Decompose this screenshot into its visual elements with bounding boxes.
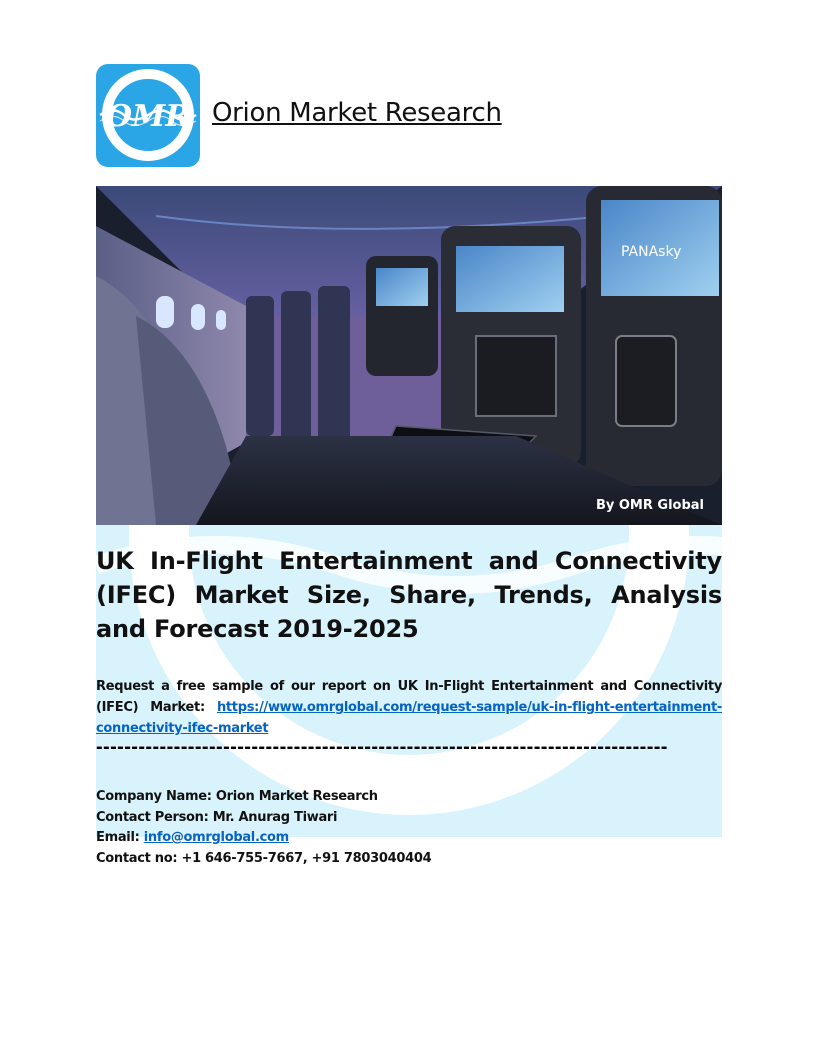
company-label: Company Name: <box>96 789 216 804</box>
request-sample-link[interactable]: https://www.omrglobal.com/request-sample/uk-in-flight-entertainment-connectivity-ifec-market <box>96 700 722 736</box>
person-label: Contact Person: <box>96 809 213 825</box>
person-value: Mr. Anurag Tiwari <box>212 809 338 825</box>
screen-brand: PANAsky <box>621 244 682 260</box>
omr-logo <box>96 64 200 167</box>
email-row <box>96 828 722 849</box>
image-caption: By OMR Global <box>595 498 704 513</box>
sample-request <box>96 676 722 739</box>
brand-name[interactable]: Orion Market Research <box>212 98 502 128</box>
request-text: Request a free sample of our report on UK In-Flight Entertainment and Connectivity (IFEC) Market: <box>96 679 722 715</box>
report-title: UK In-Flight Entertainment and Connectivity (IFEC) Market Size, Share, Trends, Analysis and Forecast 2019-2025 <box>96 547 722 643</box>
phone-label: Contact no: <box>96 850 182 866</box>
company-value: Orion Market Research <box>215 789 378 804</box>
person-row <box>96 808 722 829</box>
separator-line: --------------------------------------------------------------------------------- <box>96 736 668 758</box>
email-label: Email: <box>96 830 144 845</box>
phone-value: +1 646-755-7667, +91 7803040404 <box>181 850 432 866</box>
cabin-photo <box>96 186 722 525</box>
phone-row <box>96 849 722 870</box>
contact-info <box>96 787 722 869</box>
logo-text: OMR <box>105 99 191 134</box>
company-row <box>96 787 722 808</box>
logo-ring-icon <box>96 64 200 167</box>
email-link[interactable]: info@omrglobal.com <box>143 830 289 845</box>
